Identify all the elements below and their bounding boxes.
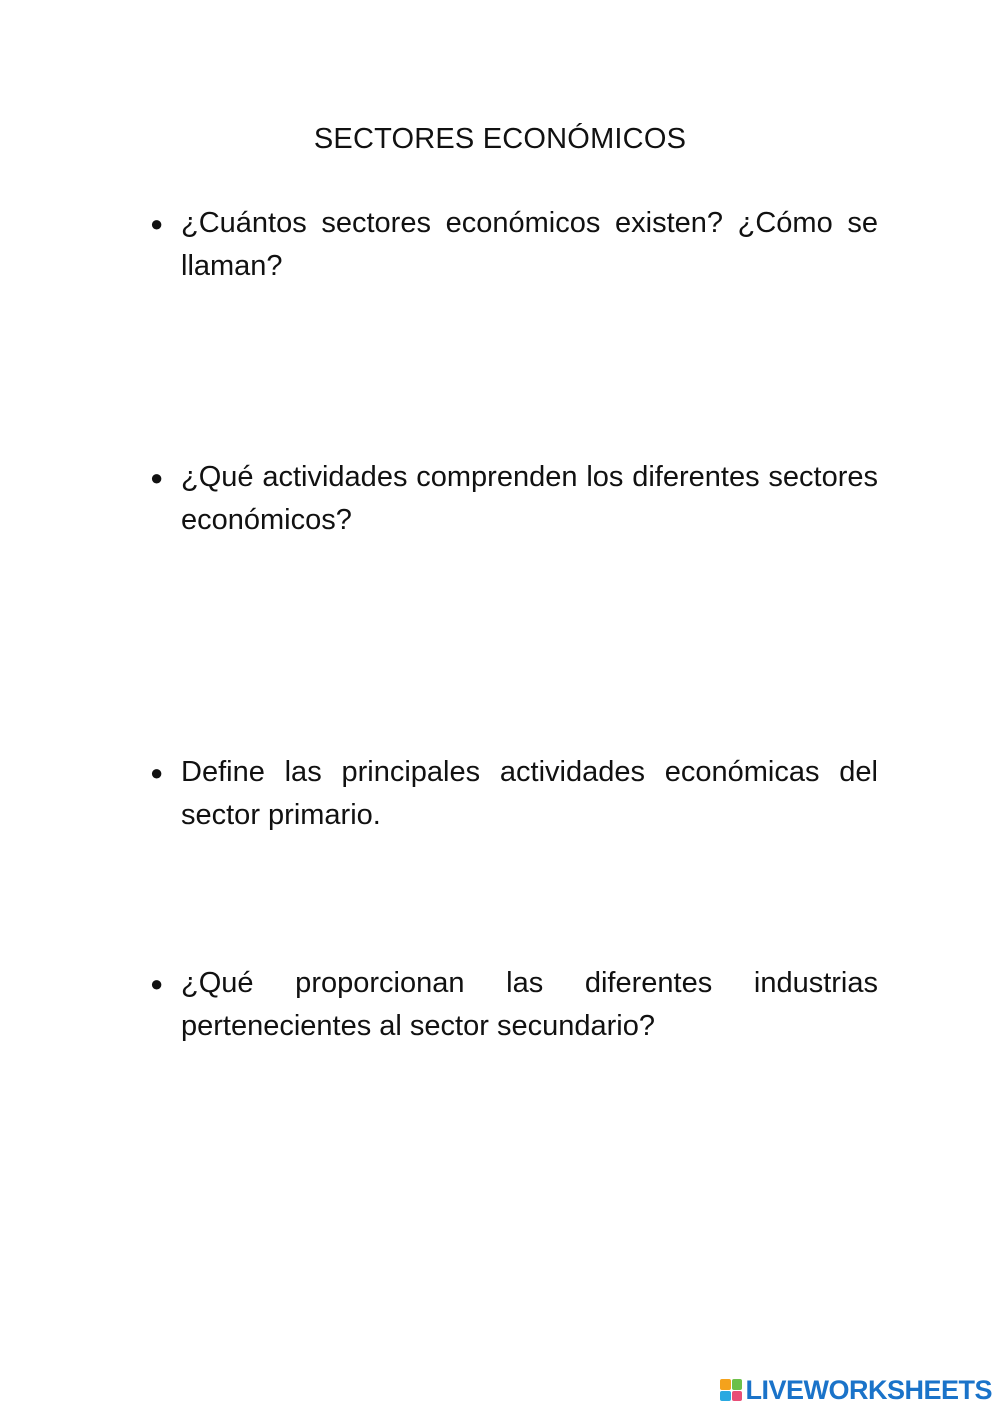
question-text: Define las principales actividades económicas del sector primario. <box>181 756 878 831</box>
question-item <box>150 456 878 542</box>
logo-mark-square <box>720 1391 731 1402</box>
bullet-icon: ● <box>150 971 164 996</box>
question-text: ¿Qué proporcionan las diferentes industrias pertenecientes al sector secundario? <box>181 967 878 1042</box>
question-item <box>150 751 878 837</box>
bullet-icon: ● <box>150 211 164 236</box>
logo-mark-square <box>720 1379 731 1390</box>
question-item <box>150 962 878 1048</box>
question-text: ¿Qué actividades comprenden los diferentes sectores económicos? <box>181 461 878 536</box>
page-title: SECTORES ECONÓMICOS <box>313 123 687 155</box>
bullet-icon: ● <box>150 760 164 785</box>
logo-mark-square <box>732 1379 743 1390</box>
question-text: ¿Cuántos sectores económicos existen? ¿Cómo se llaman? <box>181 207 878 282</box>
logo-text: LIVEWORKSHEETS <box>745 1375 992 1405</box>
liveworksheets-logo <box>720 1375 992 1405</box>
bullet-icon: ● <box>150 465 164 490</box>
logo-mark-square <box>732 1391 743 1402</box>
question-item <box>150 202 878 288</box>
logo-mark-icon <box>720 1379 742 1401</box>
